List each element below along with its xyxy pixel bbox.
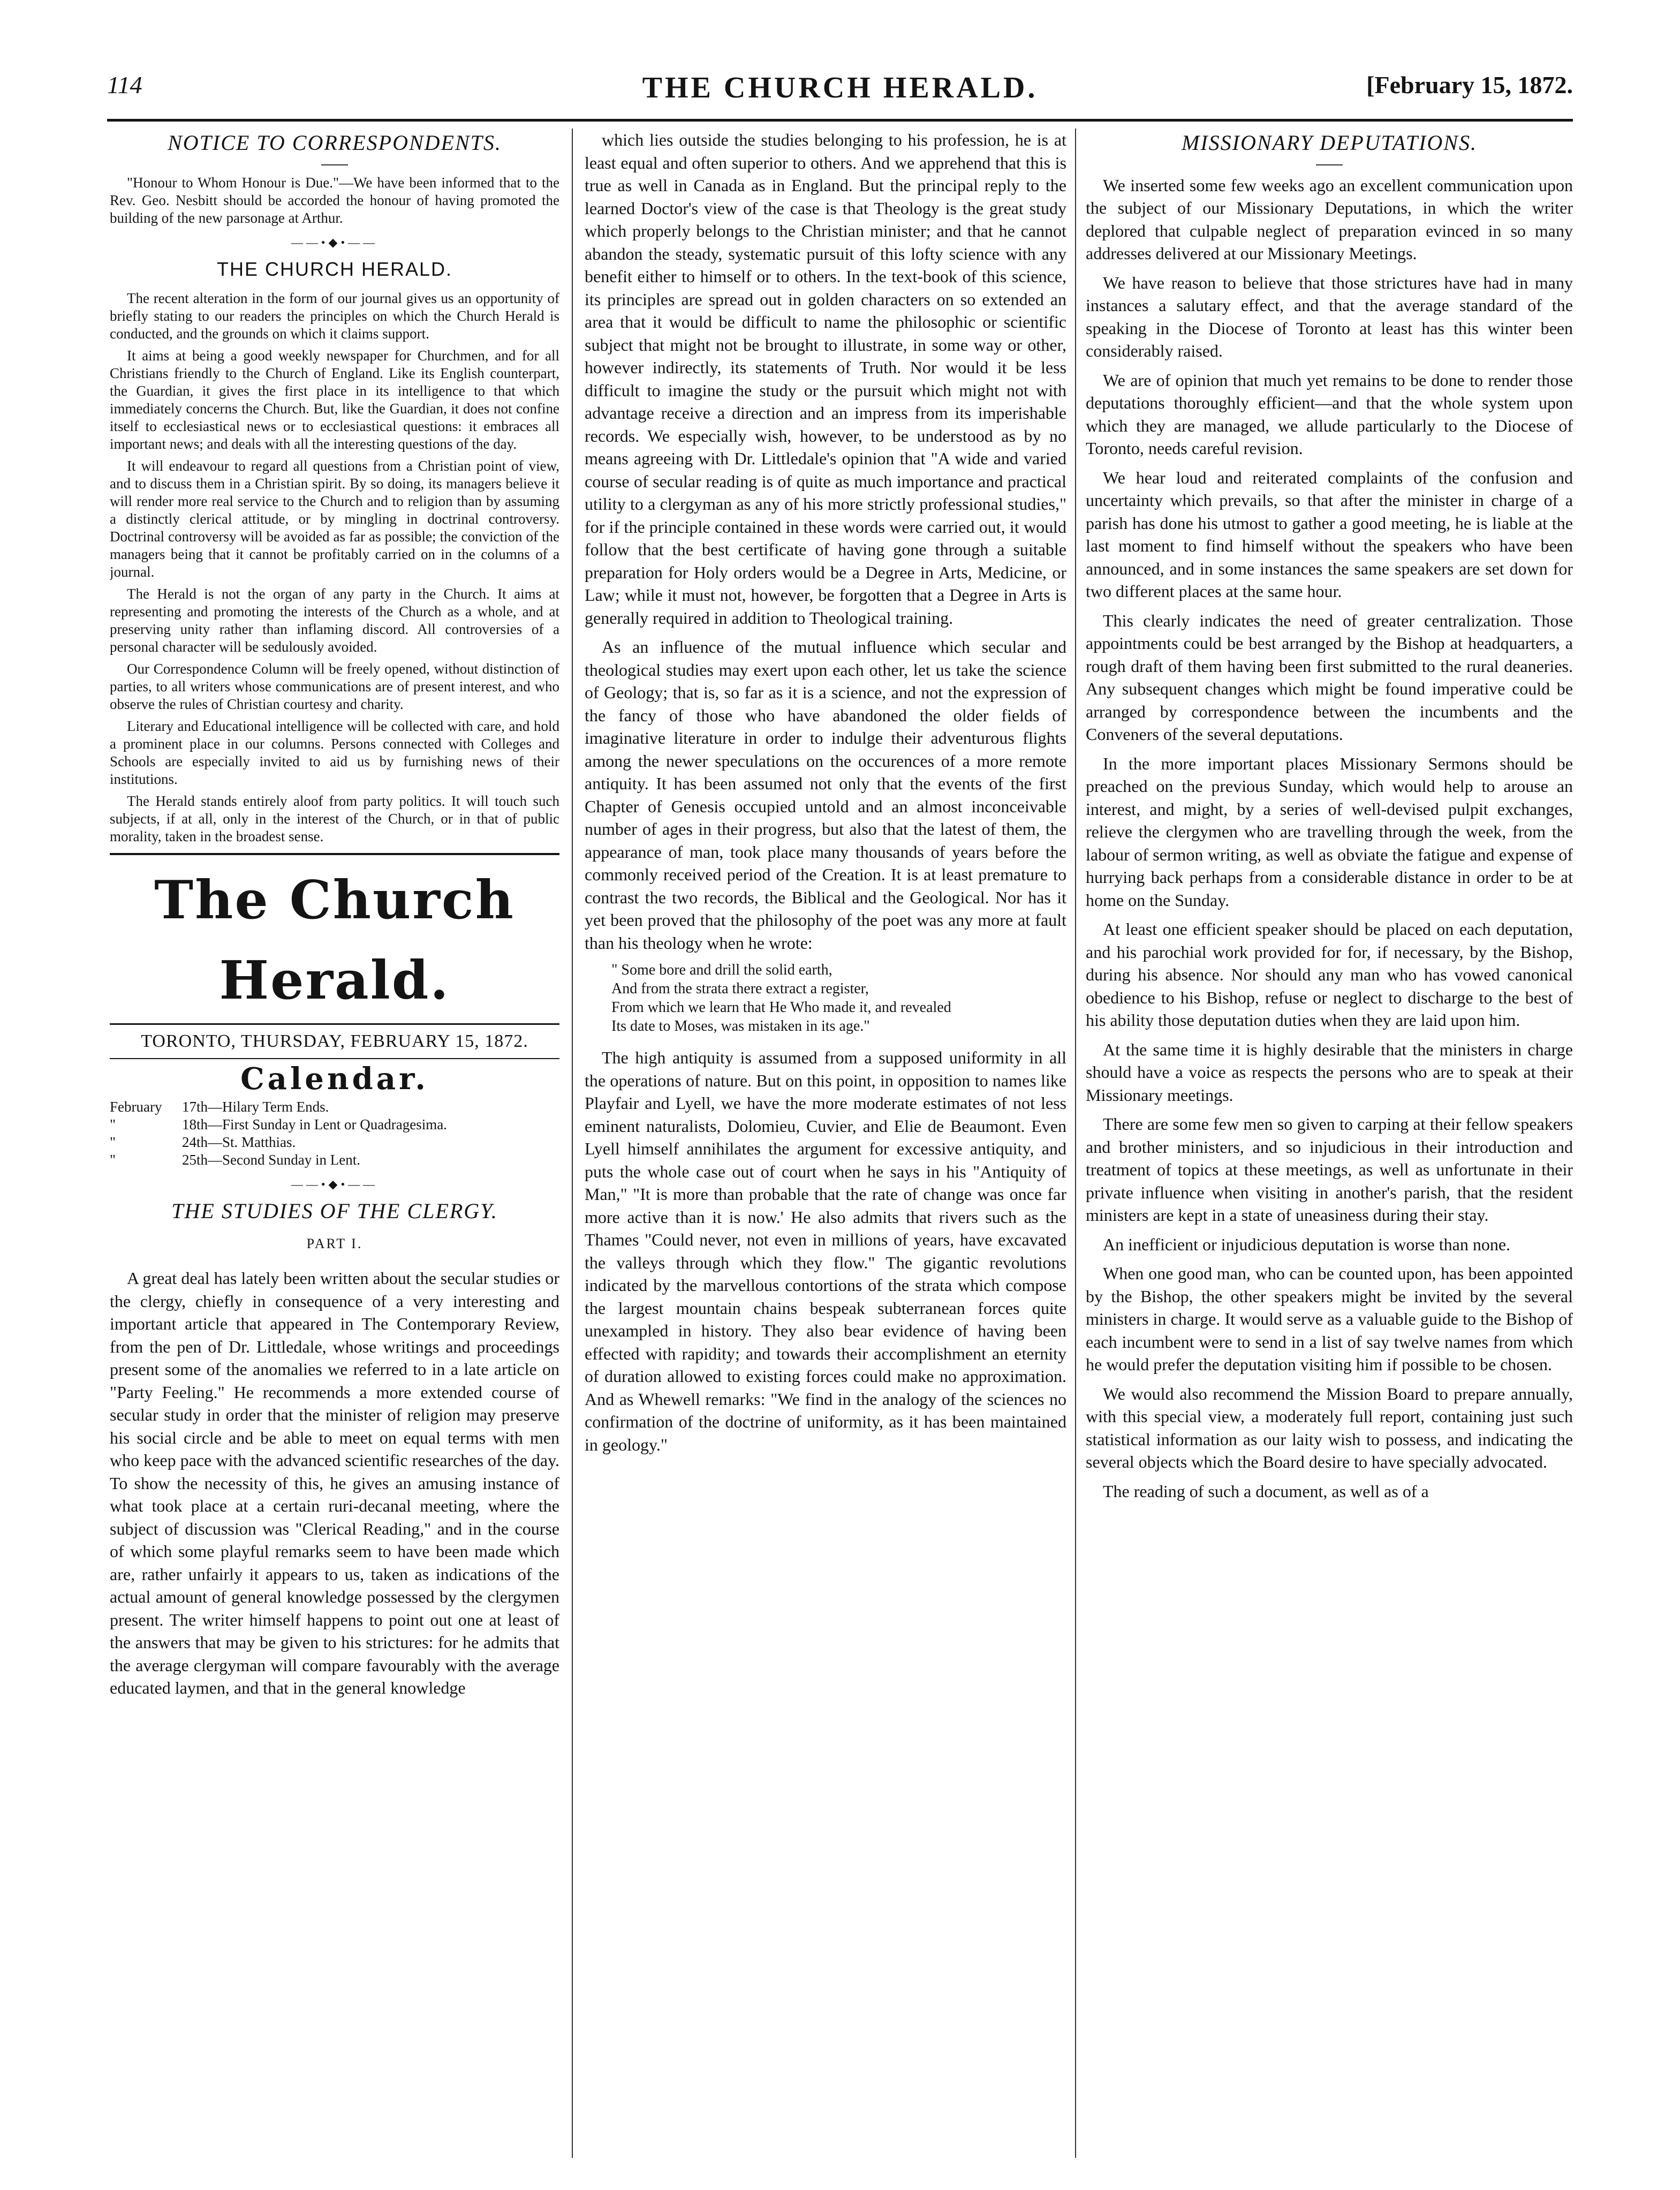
article-paragraph: The reading of such a document, as well as of a: [1103, 1481, 1429, 1501]
masthead: The Church Herald.: [154, 869, 515, 1011]
studies-heading: THE STUDIES OF THE CLERGY.: [171, 1199, 498, 1223]
calendar-month: ": [110, 1116, 116, 1132]
page-number: 114: [107, 71, 142, 99]
notice-heading: NOTICE TO CORRESPONDENTS.: [168, 131, 502, 155]
herald-paragraph: Literary and Educational intelligence will be collected with care, and hold a prominent place in our columns. Persons connected with Colleges and Schools are especially invited to aid us by furnishing news of their institutions.: [110, 718, 559, 787]
notice-text: "Honour to Whom Honour is Due."—We have been informed that to the Rev. Geo. Nesbitt should be accorded the honour of having promoted the building of the new parsonage at Arthur.: [110, 174, 559, 226]
dateline: TORONTO, THURSDAY, FEBRUARY 15, 1872.: [110, 1023, 559, 1060]
header-rule: [107, 119, 1573, 122]
article-paragraph: We have reason to believe that those strictures have had in many instances a salutary effect, and that the average standard of the speaking in the Diocese of Toronto at least has this winter been considerably raised.: [1086, 273, 1573, 360]
article-paragraph: We are of opinion that much yet remains to be done to render those deputations thoroughly efficient—and that the whole system upon which they are managed, we allude particularly to the Diocese of Toronto, needs careful revision.: [1086, 370, 1573, 458]
herald-paragraph: The recent alteration in the form of our journal gives us an opportunity of briefly stating to our readers the principles on which the Church Herald is conducted, and the grounds on which it claims support.: [110, 290, 559, 342]
calendar-month: ": [110, 1134, 116, 1150]
herald-paragraph: It will endeavour to regard all questions from a Christian point of view, and to discuss them in a Christian spirit. By so doing, its managers believe it will render more real service to the Church and to religion than by assuming a distinctly clerical attitude, or by mingling in doctrinal controversy. Doctrinal controversy will be avoided as far as possible; the conviction of the managers being that it cannot be profitably carried on in the columns of a journal.: [110, 457, 559, 580]
article-paragraph: At least one efficient speaker should be placed on each deputation, and his parochial work provided for for, if necessary, by the Bishop, during his absence. Nor should any man who has vowed canonical obedience to his Bishop, refuse or neglect to discharge to the best of his ability those deputation duties when they are laid upon him.: [1086, 919, 1573, 1030]
poem-line: And from the strata there extract a register,: [611, 980, 869, 997]
calendar-entry: [110, 1134, 559, 1151]
running-title: THE CHURCH HERALD.: [642, 71, 1038, 104]
calendar-month: ": [110, 1151, 116, 1168]
studies-article: [110, 1267, 559, 1700]
calendar-text: 18th—First Sunday in Lent or Quadragesima.: [182, 1116, 447, 1132]
ornament-divider: ——•◆•——: [291, 1177, 379, 1191]
studies-article-continued: [585, 129, 1066, 954]
herald-paragraph: Our Correspondence Column will be freely opened, without distinction of parties, to all writers whose communications are of present interest, and who observe the rules of Christian courtesy and charity.: [110, 660, 559, 712]
column-rule: [572, 129, 573, 2158]
column-middle: [585, 129, 1066, 2163]
article-paragraph: We inserted some few weeks ago an excellent communication upon the subject of our Missionary Deputations, in which the writer deplored that culpable neglect of preparation evinced in so many addresses delivered at our Missionary Meetings.: [1086, 175, 1573, 263]
calendar-text: 17th—Hilary Term Ends.: [182, 1098, 329, 1115]
studies-article-continued: [585, 1046, 1066, 1456]
column-rule: [1075, 129, 1076, 2158]
article-paragraph: We would also recommend the Mission Board to prepare annually, with this special view, a moderately full report, containing just such statistical information as our laity wish to possess, and indicating the several objects which the Board desire to have specially advocated.: [1086, 1384, 1573, 1471]
ornament-divider: ——•◆•——: [291, 235, 379, 249]
article-paragraph: As an influence of the mutual influence which secular and theological studies may exert upon each other, let us take the science of Geology; that is, so far as it is a science, and not the expression of the fancy of those who have abandoned the older fields of imaginative literature in order to indulge their adventurous flights among the newer speculations on the occurences of a more remote antiquity. It has been assumed not only that the events of the first Chapter of Genesis occupied untold and an almost inconceivable number of ages in their progress, but also that the latest of them, the appearance of man, took place many thousands of years before the commonly received period of the Creation. It is at least premature to contrast the two records, the Biblical and the Geological. Nor has it yet been proved that the philosophy of the poet was any more at fault than his theology when he wrote:: [585, 637, 1066, 953]
column-left: [110, 129, 559, 2163]
column-right: [1086, 129, 1573, 2163]
article-paragraph: There are some few men so given to carping at their fellow speakers and brother ministers, and so injudicious in their introduction and treatment of topics at these meetings, as well as unfortunate in their private influence when visiting in another's parish, that the resident ministers are kept in a state of uneasiness during their stay.: [1086, 1114, 1573, 1225]
missionary-heading: MISSIONARY DEPUTATIONS.: [1182, 131, 1477, 155]
article-paragraph: In the more important places Missionary Sermons should be preached on the previous Sunday, which would help to arouse an interest, and might, by a series of well-devised pulpit exchanges, relieve the clergymen who are travelling through the week, from the labour of sermon writing, as well as obviate the fatigue and expense of hurrying back perhaps from a considerable distance in order to be at home on the Sunday.: [1086, 753, 1573, 910]
poem-line: " Some bore and drill the solid earth,: [611, 962, 833, 978]
calendar-entry: [110, 1098, 559, 1116]
short-rule: [321, 164, 348, 165]
calendar-title: Calendar.: [240, 1061, 429, 1097]
herald-paragraph: The Herald stands entirely aloof from party politics. It will touch such subjects, if at all, only in the interest of the Church, or in that of public morality, taken in the broadest sense.: [110, 792, 559, 844]
poem-quote: [585, 961, 1066, 1036]
calendar-entry: [110, 1116, 559, 1134]
running-date: [February 15, 1872.: [1366, 71, 1573, 99]
calendar-month: February: [110, 1098, 162, 1115]
poem-line: From which we learn that He Who made it, and revealed: [611, 999, 951, 1016]
missionary-article: [1086, 174, 1573, 1503]
calendar-text: 25th—Second Sunday in Lent.: [182, 1151, 360, 1168]
herald-heading: THE CHURCH HERALD.: [216, 258, 453, 280]
article-paragraph: This clearly indicates the need of greater centralization. Those appointments could be best arranged by the Bishop at headquarters, a rough draft of them having been first submitted to the rural deaneries. Any subsequent changes which might be found imperative could be arranged by correspondence between the incumbents and the Conveners of the several deputations.: [1086, 610, 1573, 744]
calendar-text: 24th—St. Matthias.: [182, 1134, 296, 1150]
article-paragraph: When one good man, who can be counted upon, has been appointed by the Bishop, the other speakers might be invited by the several ministers in charge. It would serve as a valuable guide to the Bishop of each incumbent were to send in a list of say twelve names from which he would prefer the deputation visiting him if possible to be chosen.: [1086, 1264, 1573, 1374]
article-paragraph: The high antiquity is assumed from a supposed uniformity in all the operations of nature. But on this point, in opposition to names like Playfair and Lyell, we have the more moderate estimates of not less eminent naturalists, Dolomieu, Cuvier, and Elie de Beaumont. Even Lyell himself annihilates the argument for excessive antiquity, and puts the whole case out of court when he says in his "Antiquity of Man," "It is more than probable that the rate of change was once far more active than it is now.' He also admits that rivers such as the Thames "Could never, not even in millions of years, have excavated the valleys through which they flow." The gigantic revolutions indicated by the marvellous contortions of the strata which compose the largest mountain chains bespeak subterranean forces quite unexampled in history. They also bear evidence of having been effected with rapidity; and towards their accomplishment an eternity of duration allowed to existing forces could make no approximation. And as Whewell remarks: "We find in the analogy of the sciences no confirmation of the doctrine of uniformity, as it has been maintained in geology.": [585, 1048, 1066, 1454]
article-paragraph: which lies outside the studies belonging to his profession, he is at least equal and often superior to others. And we apprehend that this is true as well in Canada as in England. But the principal reply to the learned Doctor's view of the case is that Theology is the great study which properly belongs to the Christian minister; and that he cannot abandon the steady, systematic pursuit of this lofty science with any benefit either to himself or to others. In the text-book of this science, its principles are spread out in golden characters on so extended an area that it would be difficult to name the philosophic or scientific subject that might not be brought to illustrate, in some way or other, however indirectly, its statements of Truth. Nor would it be less difficult to imagine the study or the pursuit which might not with advantage receive a direction and an impress from its imperishable records. We especially wish, however, to be understood as by no means agreeing with Dr. Littledale's opinion that "A wide and varied course of secular reading is of quite as much importance and practical utility to a clergyman as any of his more strictly professional studies," for if the principle contained in these words were carried out, it would follow that the best certificate of having gone through a suitable preparation for Holy orders would be a Degree in Arts, Medicine, or Law; while it must not, however, be forgotten that a Degree in Arts is generally required in addition to Theological training.: [585, 130, 1066, 628]
section-rule: [110, 853, 559, 855]
poem-line: Its date to Moses, was mistaken in its age.": [611, 1018, 870, 1034]
article-paragraph: A great deal has lately been written about the secular studies or the clergy, chiefly in consequence of a very interesting and important article that appeared in The Contemporary Review, from the pen of Dr. Littledale, whose writings and proceedings present some of the anomalies we referred to in a late article on "Party Feeling." He recommends a more extended course of secular study in order that the minister of religion may preserve his social circle and be able to meet on equal terms with men who keep pace with the advanced scientific researches of the day. To show the necessity of this, he gives an amusing instance of what took place at a certain ruri-decanal meeting, where the subject of discussion was "Clerical Reading," and in the course of which some playful remarks seem to have been made which are, rather unfairly it appears to us, taken as indications of the actual amount of general knowledge possessed by the clergymen present. The writer himself happens to point out one at least of the answers that may be given to his strictures: for he admits that the average clergyman will compare favourably with the average educated laymen, and that in the general knowledge: [110, 1268, 559, 1697]
article-paragraph: We hear loud and reiterated complaints of the confusion and uncertainty which prevails, so that after the minister in charge of a parish has done his utmost to gather a good meeting, he is liable at the last moment to find himself without the speakers who have been announced, and in some instances the same speakers are set down for two different places at the same hour.: [1086, 467, 1573, 601]
herald-statement: [110, 290, 559, 845]
herald-paragraph: It aims at being a good weekly newspaper for Churchmen, and for all Christians friendly to the Church of England. Like its English counterpart, the Guardian, it gives the first place in its intelligence to that which immediately concerns the Church. But, like the Guardian, it does not confine itself to ecclesiastical news or to ecclesiastical questions: it embraces all important news; and deals with all the interesting questions of the day.: [110, 347, 559, 452]
part-heading: PART I.: [306, 1235, 363, 1251]
notice-section: [110, 174, 559, 227]
article-paragraph: At the same time it is highly desirable that the ministers in charge should have a voice as respects the persons who are to speak at their Missionary meetings.: [1086, 1039, 1573, 1105]
running-head: [107, 71, 1573, 114]
calendar-list: [110, 1098, 559, 1169]
calendar-entry: [110, 1151, 559, 1169]
herald-paragraph: The Herald is not the organ of any party in the Church. It aims at representing and promoting the interests of the Church as a whole, and at preserving unity rather than inflaming discord. All controversies of a personal character will be sedulously avoided.: [110, 585, 559, 655]
short-rule: [1316, 164, 1343, 165]
article-paragraph: An inefficient or injudicious deputation is worse than none.: [1103, 1234, 1511, 1254]
